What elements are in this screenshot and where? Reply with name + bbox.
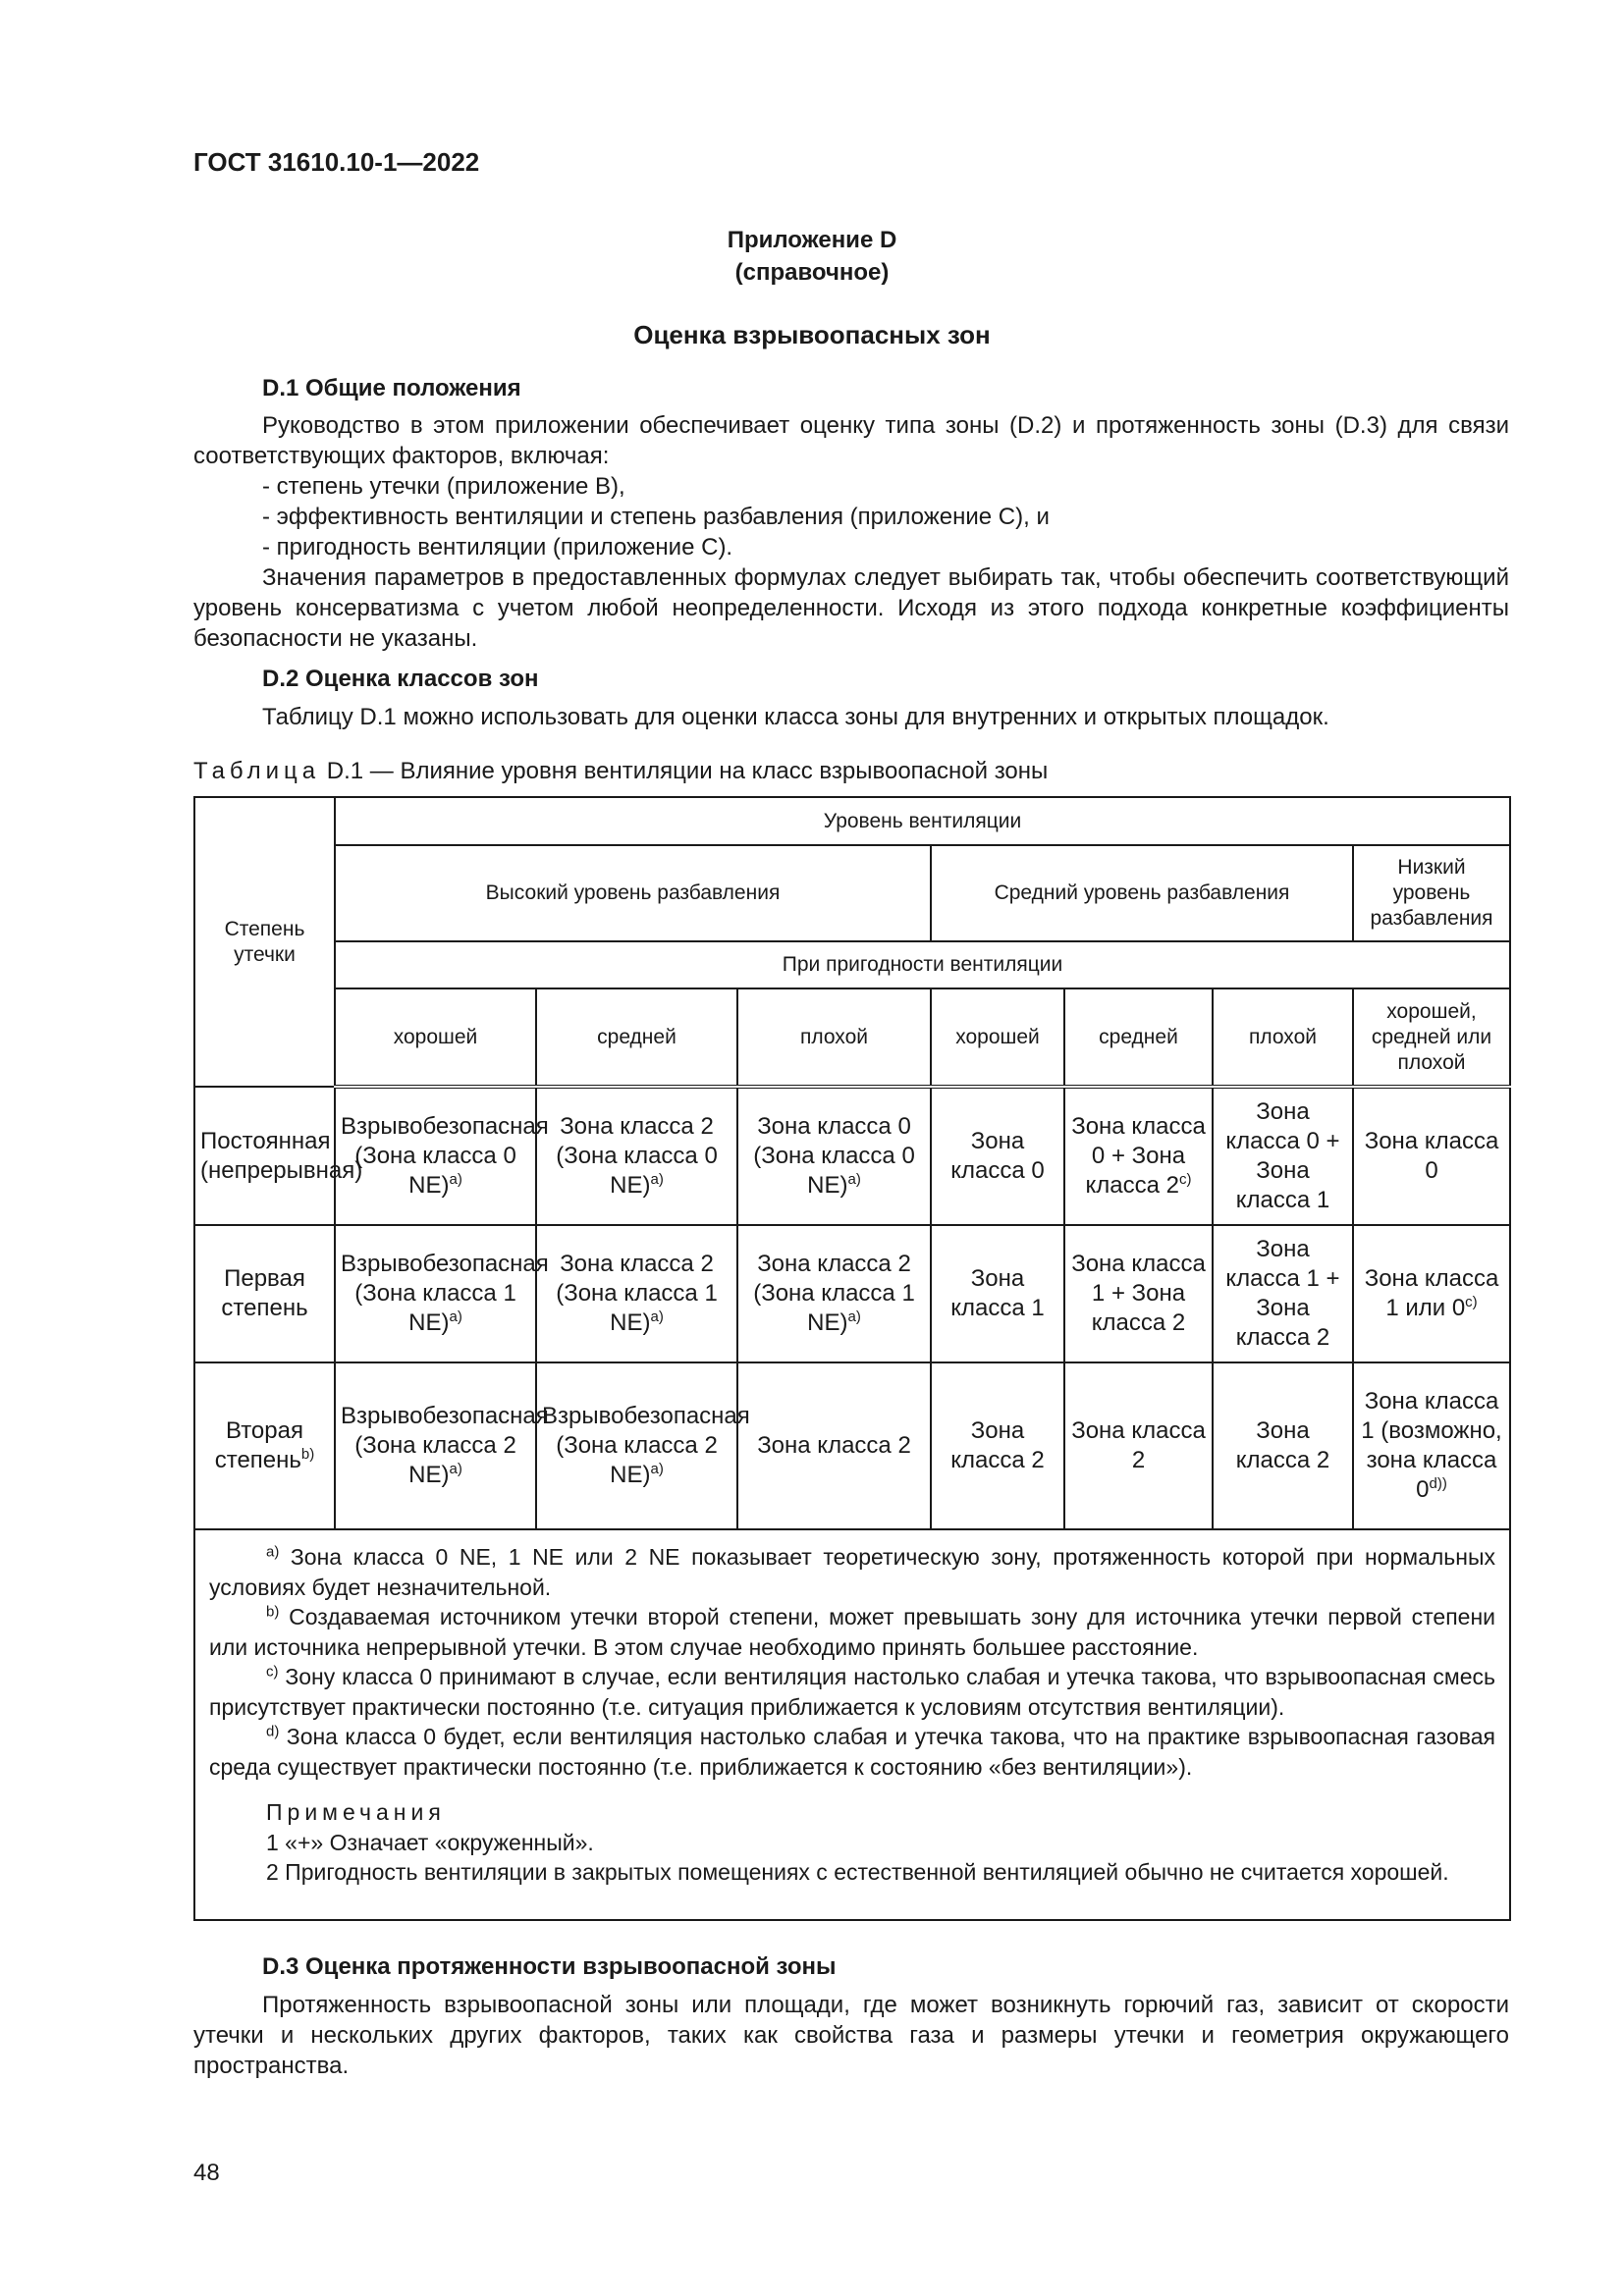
table-footnotes-row (194, 1529, 1510, 1920)
ventilation-level-header: Уровень вентиляции (335, 797, 1510, 845)
availability-poor: плохой (1213, 988, 1353, 1087)
zone-cell: Зона класса 2 (931, 1362, 1064, 1529)
appendix-title: Приложение D (727, 227, 897, 253)
section-d1-intro: Руководство в этом приложении обеспечивает оценку типа зоны (D.2) и протяженность зоны (D.3) для связи соответствующих факторов, включая: (193, 412, 1509, 469)
availability-good: хорошей (335, 988, 536, 1087)
table-caption (193, 758, 1048, 785)
medium-dilution-header: Средний уровень разбавления (931, 845, 1353, 941)
zone-cell: Зона класса 2 (737, 1362, 931, 1529)
section-d1-paragraph: Значения параметров в предоставленных формулах следует выбирать так, чтобы обеспечить соответствующий уровень консерватизма с учетом любой неопределенности. Исходя из этого подхода конкретные коэффициенты безопасности не указаны. (193, 564, 1509, 652)
page-number: 48 (193, 2160, 220, 2186)
section-d3-heading: D.3 Оценка протяженности взрывоопасной зоны (262, 1953, 837, 1980)
zone-cell: Зона класса 1 (возможно, зона класса $0^{d))}$ (1353, 1362, 1510, 1529)
low-dilution-header: Низкий уровень разбавления (1353, 845, 1510, 941)
appendix-subtitle: (справочное) (734, 259, 890, 286)
zone-cell: Зона класса 2 (1064, 1362, 1213, 1529)
release-grade-label: Вторая степень$^{b)}$ (194, 1362, 335, 1529)
availability-header: При пригодности вентиляции (335, 941, 1510, 988)
high-dilution-header: Высокий уровень разбавления (335, 845, 931, 941)
footnote: $^{с)}$ Зону класса 0 принимают в случае, если вентиляция настолько слабая и утечка такова, что взрывоопасная смесь присутствует практически постоянно (т.е. ситуация приближается к условиям отсутствия вентиляции). (209, 1663, 1495, 1720)
footnote: $^{а)}$ Зона класса 0 NE, 1 NE или 2 NE показывает теоретическую зону, протяженность которой при нормальных условиях будет незначительной. (209, 1543, 1496, 1600)
zone-cell: Взрывобезопасная (Зона класса 2 NE)$^{а)}$ (335, 1362, 536, 1529)
list-item: - пригодность вентиляции (приложение С). (262, 534, 733, 561)
table-row (194, 1362, 1510, 1529)
table-caption-text: D.1 — Влияние уровня вентиляции на класс взрывоопасной зоны (326, 758, 1049, 784)
section-d1-heading: D.1 Общие положения (262, 375, 521, 401)
zone-cell: Зона класса 2 (1213, 1362, 1353, 1529)
table-footnotes (194, 1529, 1510, 1920)
zone-cell: Зона класса 1 или $0^{с)}$ (1353, 1225, 1510, 1362)
table-row (194, 1087, 1510, 1225)
zone-cell: Зона класса 1 (931, 1225, 1064, 1362)
zone-cell: Взрывобезопасная (Зона класса 2 NE)$^{а)}$ (536, 1362, 737, 1529)
zone-cell: Взрывобезопасная (Зона класса 1 NE)$^{а)}$ (335, 1225, 536, 1362)
note: 2 Пригодность вентиляции в закрытых помещениях с естественной вентиляцией обычно не считается хорошей. (266, 1859, 1449, 1885)
zone-cell: Зона класса 0 + Зона класса 1 (1213, 1087, 1353, 1225)
availability-fair: средней (536, 988, 737, 1087)
zone-cell: Зона класса 2 (Зона класса 1 NE)$^{а)}$ (536, 1225, 737, 1362)
zone-cell: Зона класса 2 (Зона класса 0 NE)$^{а)}$ (536, 1087, 737, 1225)
section-d2-text: Таблицу D.1 можно использовать для оценки класса зоны для внутренних и открытых площадок. (262, 704, 1329, 730)
zone-cell: Зона класса 1 + Зона класса 2 (1064, 1225, 1213, 1362)
table-row (194, 1225, 1510, 1362)
availability-good: хорошей (931, 988, 1064, 1087)
release-grade-label: Первая степень (194, 1225, 335, 1362)
availability-any: хорошей, средней или плохой (1353, 988, 1510, 1087)
ventilation-zone-table (193, 796, 1511, 1921)
zone-cell: Взрывобезопасная (Зона класса 0 NE)$^{а)}$ (335, 1087, 536, 1225)
zone-cell: Зона класса 2 (Зона класса 1 NE)$^{а)}$ (737, 1225, 931, 1362)
release-grade-label: Постоянная (непрерывная) (194, 1087, 335, 1225)
footnote: $^{d)}$ Зона класса 0 будет, если вентиляция настолько слабая и утечка такова, что на практике взрывоопасная газовая среда существует практически постоянно (т.е. приближается к состоянию «без вентиляции»). (209, 1723, 1495, 1780)
zone-cell: Зона класса 0 (Зона класса 0 NE)$^{а)}$ (737, 1087, 931, 1225)
list-item: - степень утечки (приложение В), (262, 473, 625, 500)
zone-cell: Зона класса 1 + Зона класса 2 (1213, 1225, 1353, 1362)
list-item: - эффективность вентиляции и степень разбавления (приложение С), и (262, 504, 1050, 530)
section-d3-text: Протяженность взрывоопасной зоны или площади, где может возникнуть горючий газ, зависит от скорости утечки и нескольких других факторов, таких как свойства газа и размеры утечки и геометрия окружающего пространства. (193, 1992, 1509, 2079)
zone-cell: Зона класса 0 (1353, 1087, 1510, 1225)
availability-fair: средней (1064, 988, 1213, 1087)
zone-cell: Зона класса 0 + Зона класса $2^{с)}$ (1064, 1087, 1213, 1225)
footnote: $^{b)}$ Создаваемая источником утечки второй степени, может превышать зону для источника утечки первой степени или источника непрерывной утечки. В этом случае необходимо принять большее расстояние. (209, 1603, 1496, 1660)
zone-cell: Зона класса 0 (931, 1087, 1064, 1225)
note: 1 «+» Означает «окруженный». (266, 1829, 594, 1855)
section-d2-heading: D.2 Оценка классов зон (262, 666, 539, 692)
notes-title: Примечания (266, 1799, 446, 1825)
document-code: ГОСТ 31610.10-1—2022 (193, 147, 480, 177)
table-caption-word: Таблица (193, 758, 321, 784)
appendix-main-title: Оценка взрывоопасных зон (633, 320, 991, 349)
availability-poor: плохой (737, 988, 931, 1087)
release-grade-header: Степень утечки (194, 797, 335, 1087)
